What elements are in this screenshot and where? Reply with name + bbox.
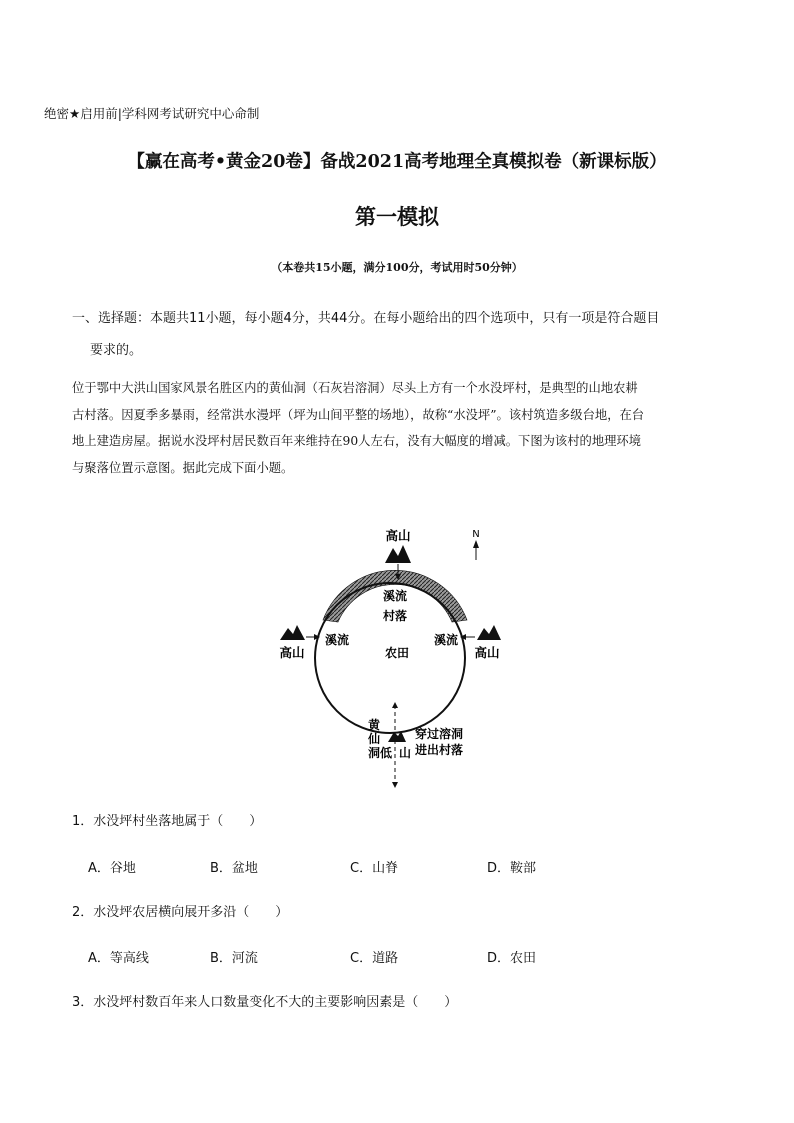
- section-line-1: 一、选择题：本题共11小题，每小题4分，共44分。在每小题给出的四个选项中，只有一项是符合题目: [72, 311, 660, 326]
- section-instructions: [72, 303, 732, 367]
- watermark-text: 绝密★启用前|学科网考试研究中心命制: [44, 106, 260, 121]
- question-2-option-b[interactable]: B．河流: [210, 951, 258, 966]
- mountain-right-label: 高山: [474, 645, 500, 660]
- low-mountain-char-1: 低: [379, 746, 393, 760]
- question-2-option-a[interactable]: A．等高线: [88, 951, 149, 966]
- question-2-option-c[interactable]: C．道路: [350, 951, 399, 966]
- mountain-right-icon: [477, 625, 501, 640]
- question-2-stem: 2．水没坪农居横向展开多沿（ ）: [72, 905, 289, 920]
- north-label: N: [472, 529, 480, 540]
- passage-line-3: 地上建造房屋。据说水没坪村居民数百年来维持在90人左右，没有大幅度的增减。下图为该村的地理环境: [72, 434, 642, 448]
- village-location-diagram: [270, 520, 510, 795]
- mountain-left-label: 高山: [279, 645, 305, 660]
- question-1-option-d[interactable]: D．鞍部: [487, 861, 537, 876]
- exam-subtitle: 第一模拟: [355, 205, 439, 229]
- question-1-option-b[interactable]: B．盆地: [210, 861, 258, 876]
- stream-left-label: 溪流: [324, 633, 350, 647]
- exam-note: （本卷共15小题，满分100分，考试用时50分钟）: [271, 261, 523, 274]
- cave-char-2: 仙: [367, 732, 381, 746]
- mountain-top-icon: [385, 545, 411, 563]
- cave-note-line-2: 进出村落: [415, 743, 464, 757]
- reading-passage: [72, 375, 727, 481]
- passage-line-2: 古村落。因夏季多暴雨，经常洪水漫坪（坪为山间平整的场地），故称“水没坪”。该村筑造多级台地，在台: [72, 407, 645, 422]
- question-2-option-d[interactable]: D．农田: [487, 951, 537, 966]
- question-1-option-c[interactable]: C．山脊: [350, 861, 399, 876]
- farmland-label: 农田: [384, 646, 410, 660]
- exam-title: 【赢在高考•黄金20卷】备战2021高考地理全真模拟卷（新课标版）: [127, 152, 667, 172]
- stream-right-label: 溪流: [433, 633, 459, 647]
- question-1-stem: 1．水没坪村坐落地属于（ ）: [72, 814, 263, 829]
- passage-line-4: 与聚落位置示意图。据此完成下面小题。: [72, 460, 294, 475]
- passage-line-1: 位于鄂中大洪山国家风景名胜区内的黄仙洞（石灰岩溶洞）尽头上方有一个水没坪村，是典型的山地农耕: [72, 381, 638, 395]
- stream-top-label: 溪流: [382, 589, 408, 603]
- cave-char-1: 黄: [367, 718, 381, 732]
- question-1-option-a[interactable]: A．谷地: [88, 861, 136, 876]
- question-3-stem: 3．水没坪村数百年来人口数量变化不大的主要影响因素是（ ）: [72, 995, 458, 1010]
- section-line-2: 要求的。: [90, 343, 143, 358]
- cave-char-3: 洞: [367, 746, 381, 760]
- mountain-left-icon: [280, 625, 305, 640]
- low-mountain-char-2: 山: [398, 746, 412, 760]
- cave-note-line-1: 穿过溶洞: [415, 727, 464, 741]
- north-arrow-icon: [473, 540, 479, 560]
- village-label: 村落: [382, 609, 408, 623]
- mountain-top-label: 高山: [385, 528, 411, 543]
